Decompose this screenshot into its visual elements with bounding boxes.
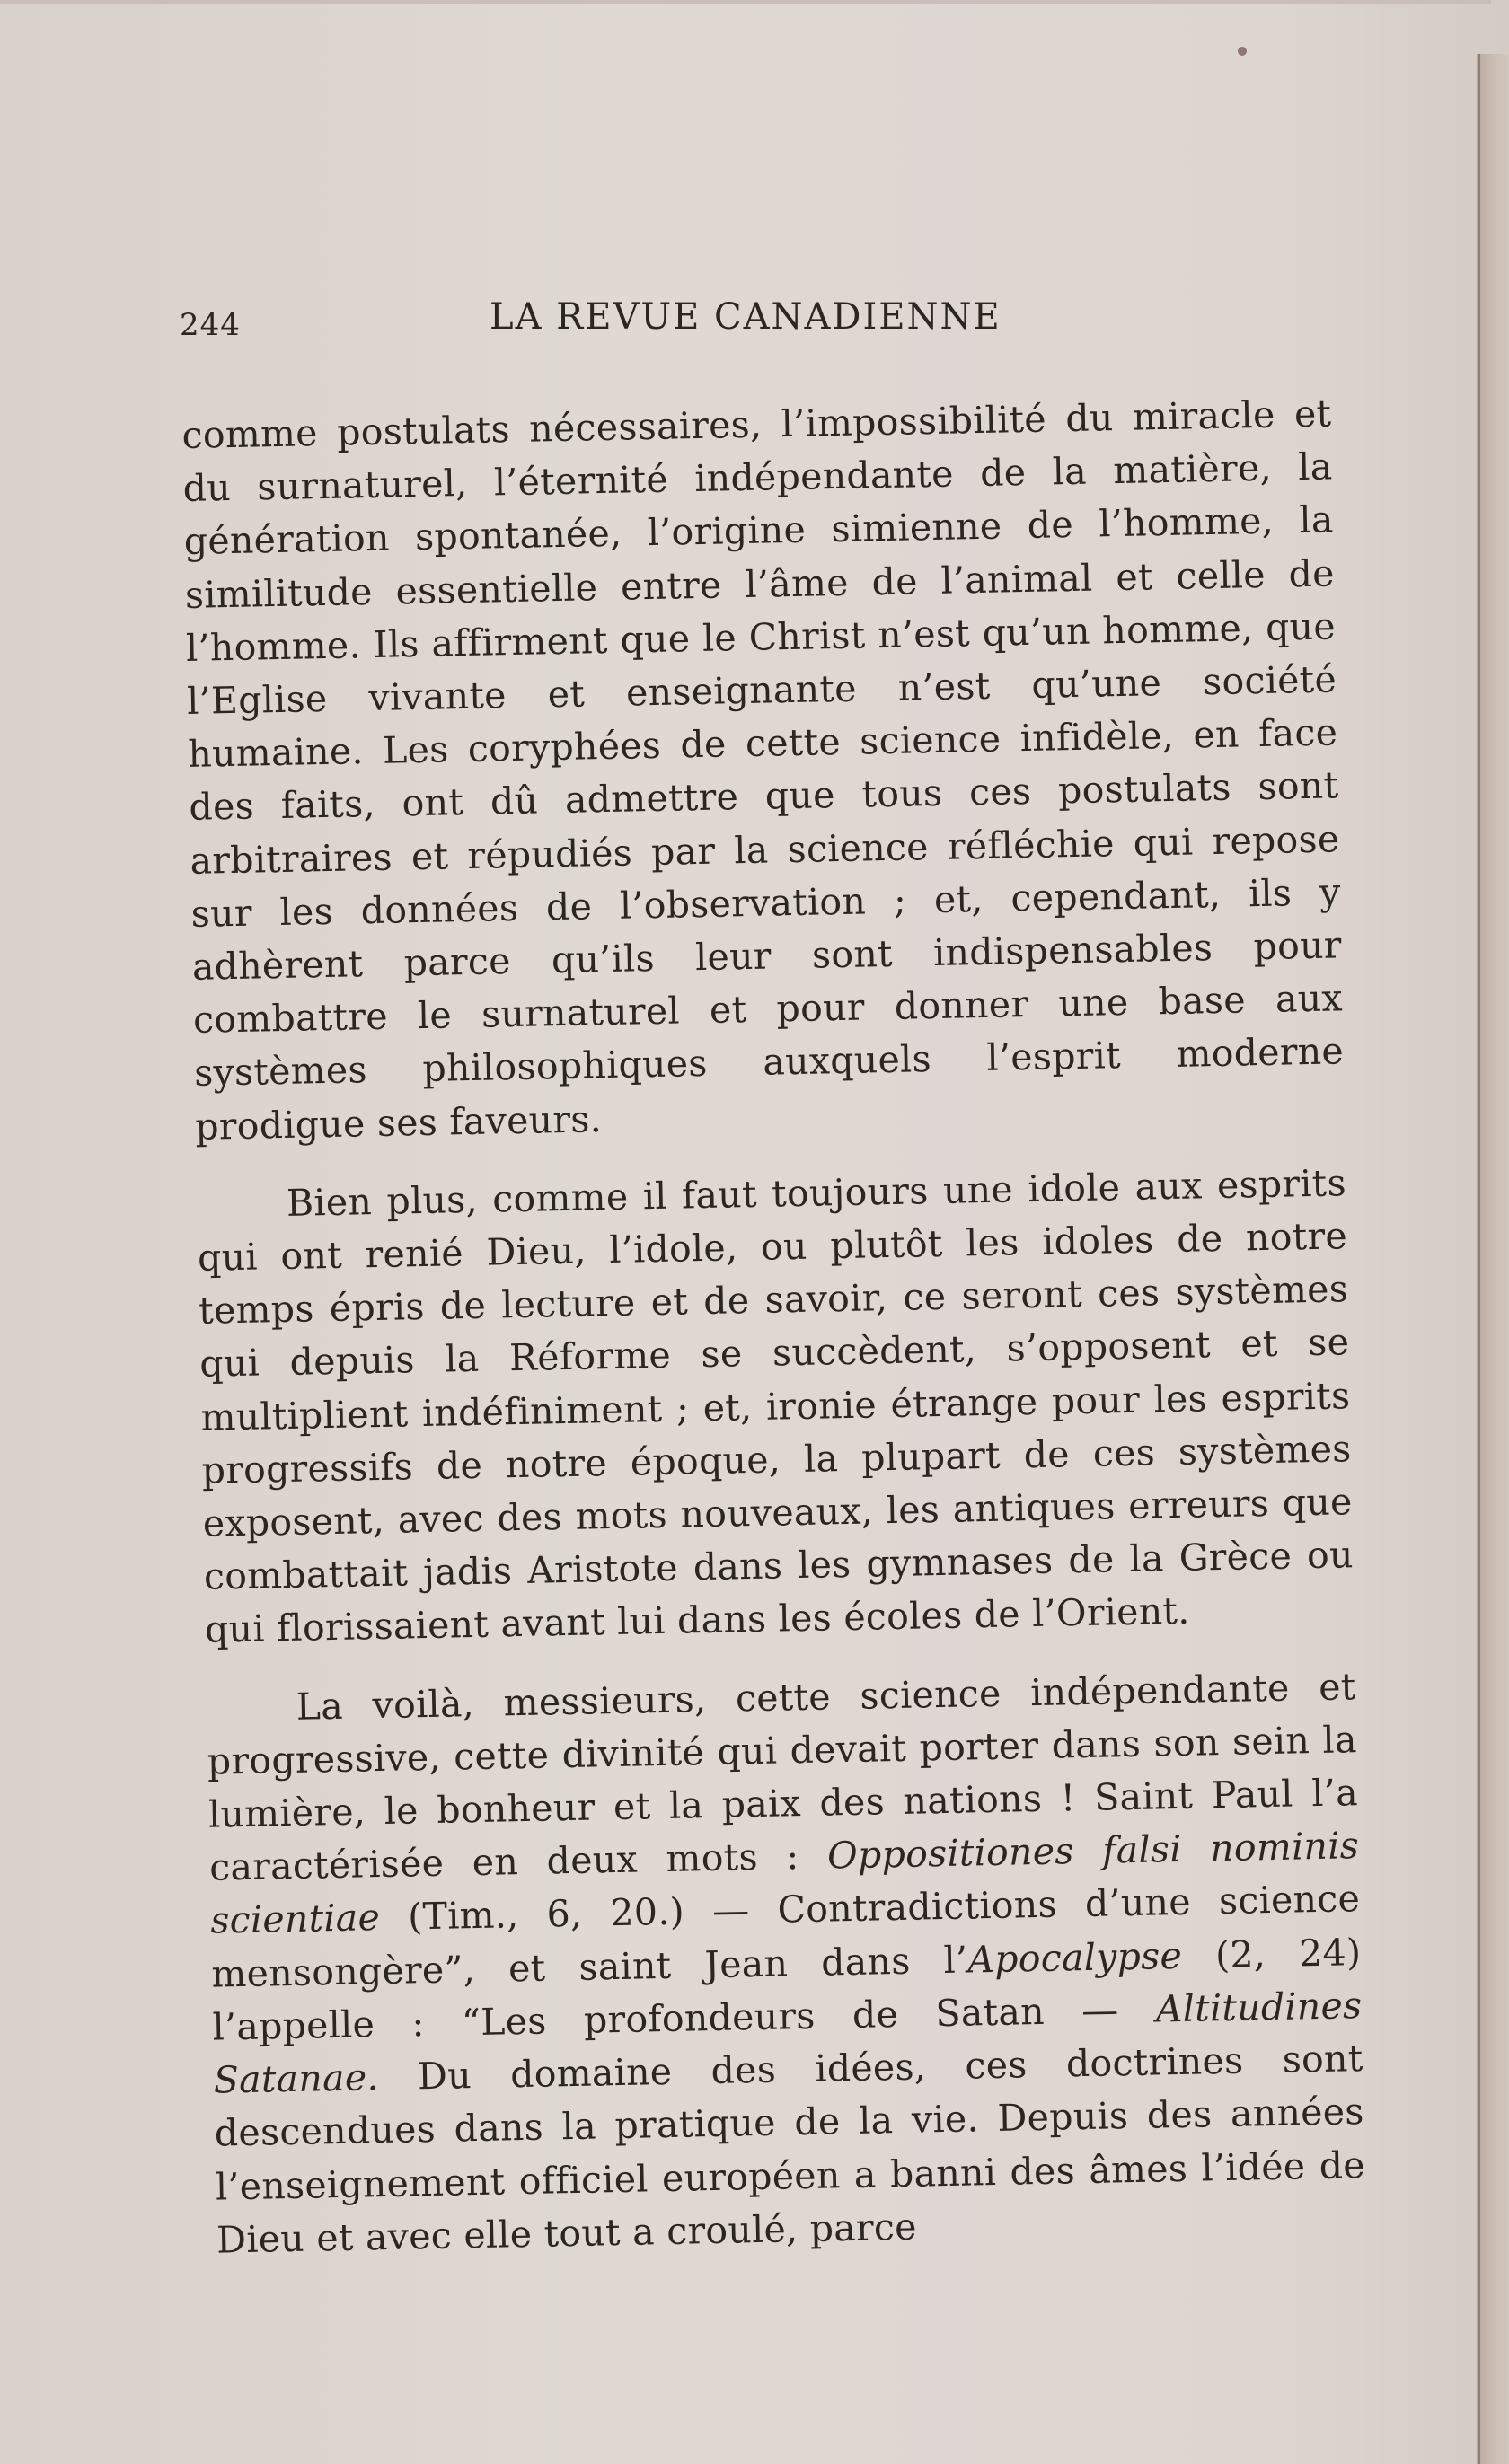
text-segment: (Tim., 6, 20.) — Contradictions d’une science mensongère”, et saint Jean dans l’	[210, 1877, 1361, 1996]
page-number: 244	[180, 307, 241, 343]
text-segment: (2, 24) l’appelle : “Les profondeurs de Satan —	[212, 1930, 1362, 2049]
paper-speck	[1238, 47, 1247, 56]
paragraph	[181, 387, 1346, 1153]
running-header	[180, 296, 1006, 350]
italic-text-segment: Oppositiones falsi nominis scientiae	[209, 1824, 1360, 1943]
italic-text-segment: Apocalypse	[966, 1933, 1183, 1982]
text-segment: Du domaine des idées, ces doctrines sont descendues dans la pratique de la vie. Depuis des années l’enseignement officiel européen a banni des âmes l’idée de Dieu et avec elle tout a croulé, parce	[214, 2037, 1366, 2262]
text-segment: La voilà, messieurs, cette science indépendante et progressive, cette divinité qui devait porter dans son sein la lumière, le bonheur et la paix des nations ! Saint Paul l’a caractérisée en deux mots :	[207, 1664, 1359, 1889]
paragraph	[206, 1660, 1366, 2267]
running-title: LA REVUE CANADIENNE	[490, 296, 1002, 338]
page-top-edge	[0, 0, 1491, 4]
page-edge-line	[1478, 54, 1480, 2464]
body-text	[181, 387, 1366, 2266]
text-segment: comme postulats nécessaires, l’impossibilité du miracle et du surnaturel, l’éternité indépendante de la matière, la génération spontanée, l’origine simienne de l’homme, la similitude essentielle entre l’âme de l’animal et celle de l’homme. Ils affirment que le Christ n’est qu’un homme, que l’Eglise vivante et enseignante n’est qu’une société humaine. Les coryphées de cette science infidèle, en face des faits, ont dû admettre que tous ces postulats sont arbitraires et répudiés par la science réfléchie qui repose sur les données de l’observation ; et, cependant, ils y adhèrent parce qu’ils leur sont indispensables pour combattre le surnaturel et pour donner une base aux systèmes philosophiques auxquels l’esprit moderne prodigue ses faveurs.	[181, 392, 1345, 1148]
page-gutter-shadow	[1477, 54, 1509, 2464]
paragraph	[196, 1157, 1355, 1657]
italic-text-segment: Altitudines Satanae.	[213, 1983, 1363, 2102]
text-segment: Bien plus, comme il faut toujours une idole aux esprits qui ont renié Dieu, l’idole, ou plutôt les idoles de notre temps épris de lecture et de savoir, ce seront ces systèmes qui depuis la Réforme se succèdent, s’opposent et se multiplient indéfiniment ; et, ironie étrange pour les esprits progressifs de notre époque, la plupart de ces systèmes exposent, avec des mots nouveaux, les antiques erreurs que combattait jadis Aristote dans les gymnases de la Grèce ou qui florissaient avant lui dans les écoles de l’Orient.	[197, 1161, 1355, 1652]
